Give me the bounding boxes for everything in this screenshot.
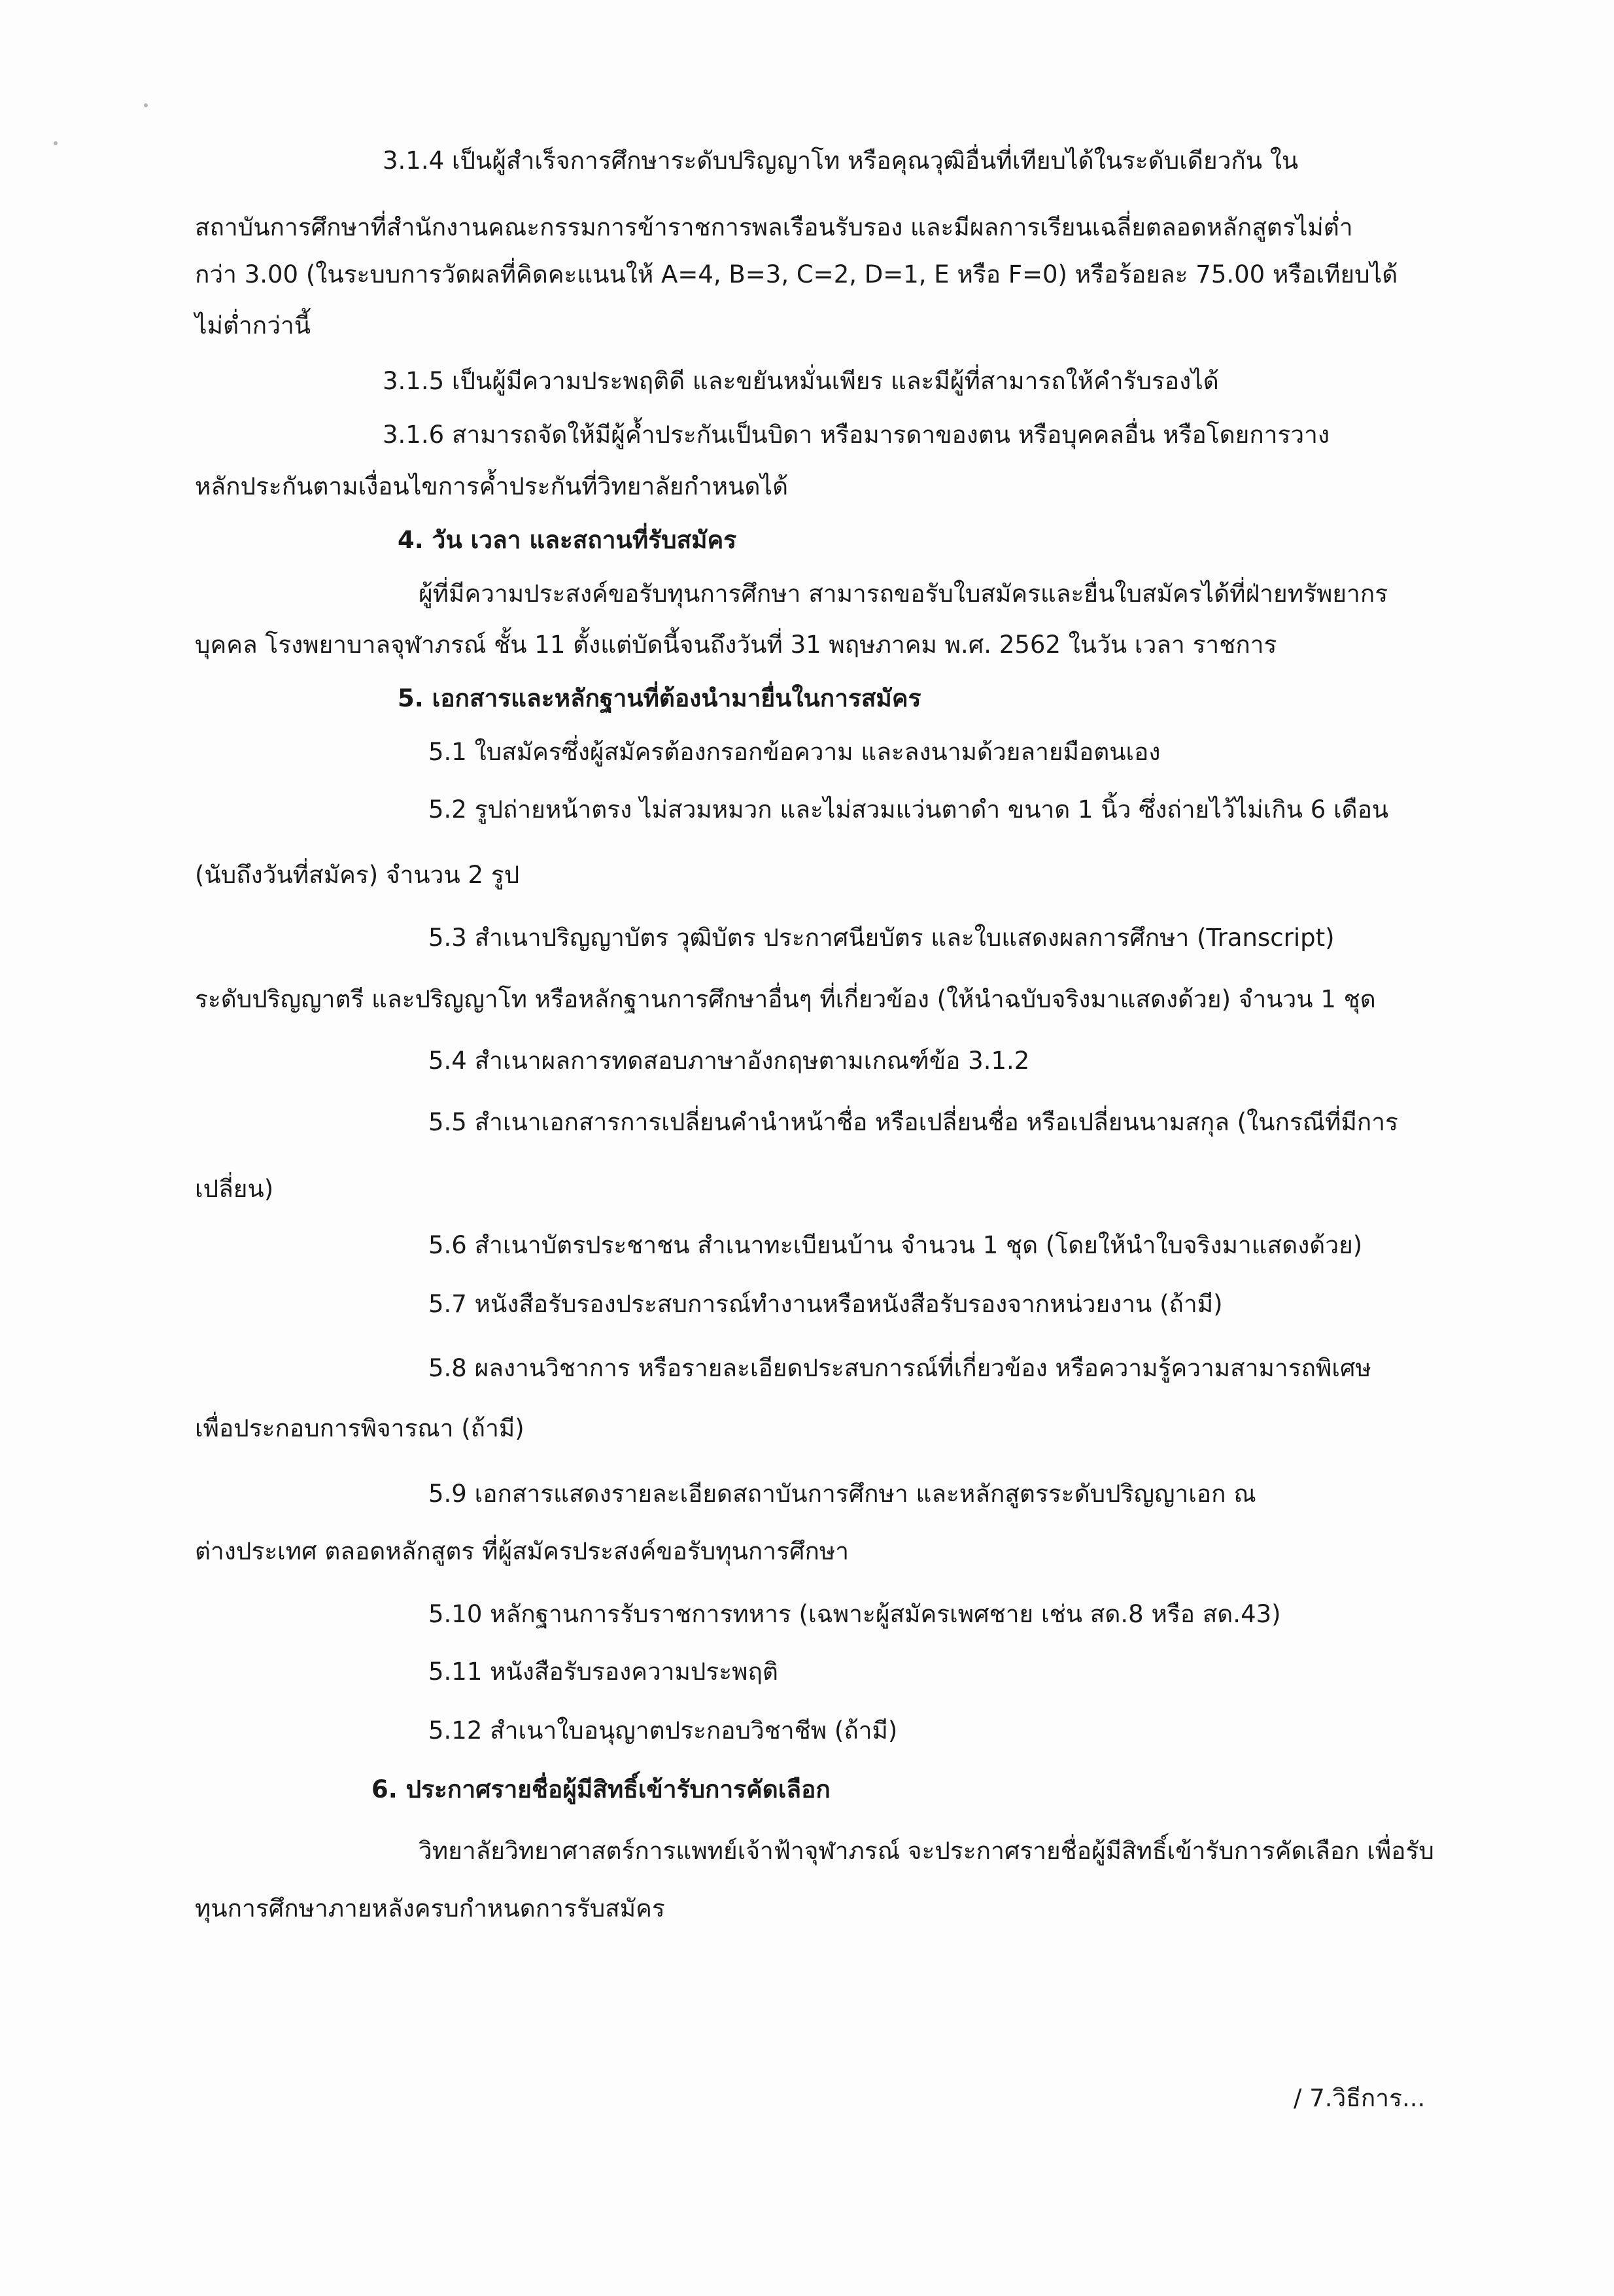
text-line: 5.5 สำเนาเอกสารการเปลี่ยนคำนำหน้าชื่อ หรือเปลี่ยนชื่อ หรือเปลี่ยนนามสกุล (ในกรณีที่มีการ: [428, 1108, 1398, 1136]
text-line: 3.1.5 เป็นผู้มีความประพฤติดี และขยันหมั่นเพียร และมีผู้ที่สามารถให้คำรับรองได้: [383, 367, 1219, 395]
scan-speck: [144, 103, 148, 107]
text-line: ผู้ที่มีความประสงค์ขอรับทุนการศึกษา สามารถขอรับใบสมัครและยื่นใบสมัครได้ที่ฝ่ายทรัพยากร: [419, 580, 1388, 608]
text-line: (นับถึงวันที่สมัคร) จำนวน 2 รูป: [195, 861, 520, 889]
text-line: 5.9 เอกสารแสดงรายละเอียดสถาบันการศึกษา และหลักสูตรระดับปริญญาเอก ณ: [428, 1480, 1256, 1508]
text-line: 5.11 หนังสือรับรองความประพฤติ: [428, 1658, 778, 1686]
section-heading: 4. วัน เวลา และสถานที่รับสมัคร: [398, 526, 737, 554]
section-heading: 6. ประกาศรายชื่อผู้มีสิทธิ์เข้ารับการคัดเลือก: [371, 1775, 831, 1803]
text-line: 3.1.6 สามารถจัดให้มีผู้ค้ำประกันเป็นบิดา หรือมารดาของตน หรือบุคคลอื่น หรือโดยการวาง: [383, 421, 1330, 449]
text-line: 3.1.4 เป็นผู้สำเร็จการศึกษาระดับปริญญาโท หรือคุณวุฒิอื่นที่เทียบได้ในระดับเดียวกัน ใน: [383, 147, 1299, 175]
text-line: 5.1 ใบสมัครซึ่งผู้สมัครต้องกรอกข้อความ และลงนามด้วยลายมือตนเอง: [428, 738, 1161, 766]
text-line: 5.12 สำเนาใบอนุญาตประกอบวิชาชีพ (ถ้ามี): [428, 1716, 898, 1745]
next-page-reference: / 7.วิธีการ...: [1294, 2084, 1426, 2112]
text-line: สถาบันการศึกษาที่สำนักงานคณะกรรมการข้าราชการพลเรือนรับรอง และมีผลการเรียนเฉลี่ยตลอดหลักสูตรไม่ต่ำ: [195, 213, 1353, 241]
text-line: 5.6 สำเนาบัตรประชาชน สำเนาทะเบียนบ้าน จำนวน 1 ชุด (โดยให้นำใบจริงมาแสดงด้วย): [428, 1231, 1363, 1259]
text-line: เพื่อประกอบการพิจารณา (ถ้ามี): [195, 1414, 524, 1442]
section-heading: 5. เอกสารและหลักฐานที่ต้องนำมายื่นในการสมัคร: [398, 684, 921, 712]
text-line: ไม่ต่ำกว่านี้: [195, 311, 311, 339]
text-line: ทุนการศึกษาภายหลังครบกำหนดการรับสมัคร: [195, 1894, 665, 1922]
text-line: วิทยาลัยวิทยาศาสตร์การแพทย์เจ้าฟ้าจุฬาภรณ์ จะประกาศรายชื่อผู้มีสิทธิ์เข้ารับการคัดเลือก เพื่อรับ: [419, 1837, 1434, 1865]
text-line: 5.10 หลักฐานการรับราชการทหาร (เฉพาะผู้สมัครเพศชาย เช่น สด.8 หรือ สด.43): [428, 1600, 1281, 1628]
text-line: บุคคล โรงพยาบาลจุฬาภรณ์ ชั้น 11 ตั้งแต่บัดนี้จนถึงวันที่ 31 พฤษภาคม พ.ศ. 2562 ในวัน เวลา ราชการ: [195, 631, 1277, 659]
text-line: ระดับปริญญาตรี และปริญญาโท หรือหลักฐานการศึกษาอื่นๆ ที่เกี่ยวข้อง (ให้นำฉบับจริงมาแสดงด้วย) จำนวน 1 ชุด: [195, 985, 1376, 1013]
text-line: 5.2 รูปถ่ายหน้าตรง ไม่สวมหมวก และไม่สวมแว่นตาดำ ขนาด 1 นิ้ว ซึ่งถ่ายไว้ไม่เกิน 6 เดือน: [428, 795, 1389, 824]
text-line: 5.3 สำเนาปริญญาบัตร วุฒิบัตร ประกาศนียบัตร และใบแสดงผลการศึกษา (Transcript): [428, 924, 1335, 952]
text-line: ต่างประเทศ ตลอดหลักสูตร ที่ผู้สมัครประสงค์ขอรับทุนการศึกษา: [195, 1537, 850, 1565]
text-line: 5.7 หนังสือรับรองประสบการณ์ทำงานหรือหนังสือรับรองจากหน่วยงาน (ถ้ามี): [428, 1290, 1223, 1318]
text-line: เปลี่ยน): [195, 1175, 274, 1203]
text-line: หลักประกันตามเงื่อนไขการค้ำประกันที่วิทยาลัยกำหนดได้: [195, 472, 789, 500]
scan-speck: [54, 141, 58, 145]
text-line: กว่า 3.00 (ในระบบการวัดผลที่คิดคะแนนให้ A=4, B=3, C=2, D=1, E หรือ F=0) หรือร้อยละ 75.00 หรือเทียบได้: [195, 260, 1398, 288]
text-line: 5.8 ผลงานวิชาการ หรือรายละเอียดประสบการณ์ที่เกี่ยวข้อง หรือความรู้ความสามารถพิเศษ: [428, 1354, 1371, 1382]
text-line: 5.4 สำเนาผลการทดสอบภาษาอังกฤษตามเกณฑ์ข้อ 3.1.2: [428, 1047, 1030, 1075]
